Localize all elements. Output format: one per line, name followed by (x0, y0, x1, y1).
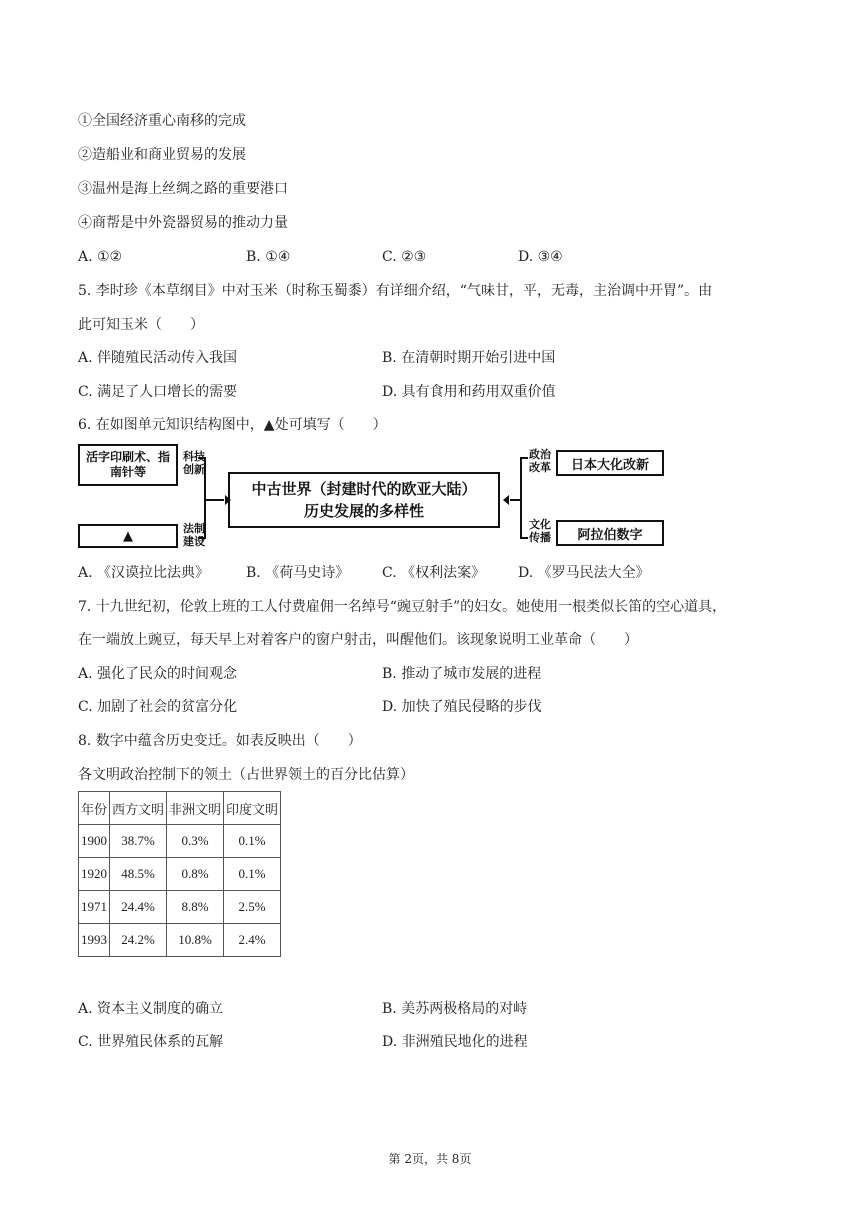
q7-option-d: D. 加快了殖民侵略的步伐 (382, 699, 542, 715)
center-subtitle: 历史发展的多样性 (303, 502, 424, 520)
cell-african: 10.8% (167, 924, 224, 957)
cell-african: 8.8% (167, 891, 224, 924)
cell-western: 24.4% (110, 891, 167, 924)
q6-option-b: B. 《荷马史诗》 (246, 565, 350, 581)
q5-option-c: C. 满足了人口增长的需要 (78, 384, 238, 400)
cell-indian: 0.1% (224, 858, 281, 891)
q6-stem: 6. 在如图单元知识结构图中，▲处可填写（ ） (78, 417, 387, 433)
q5-stem-line1: 5. 李时珍《本草纲目》中对玉米（时称玉蜀黍）有详细介绍，“气味甘，平，无毒，主治调中开胃”。由 (78, 283, 713, 299)
left-top-label: 科技创新 (183, 450, 205, 476)
cell-western: 38.7% (110, 825, 167, 858)
q4-item-3: ③温州是海上丝绸之路的重要港口 (78, 181, 288, 197)
cell-western: 48.5% (110, 858, 167, 891)
center-box (228, 472, 500, 528)
right-bottom-label: 文化传播 (529, 518, 551, 544)
q4-item-2: ②造船业和商业贸易的发展 (78, 147, 246, 163)
q5-option-b: B. 在清朝时期开始引进中国 (382, 350, 556, 366)
knowledge-structure-diagram (78, 444, 668, 554)
q4-option-c: C. ②③ (382, 249, 427, 265)
cell-year: 1920 (79, 858, 110, 891)
q8-option-c: C. 世界殖民体系的瓦解 (78, 1034, 224, 1050)
q5-stem-line2: 此可知玉米（ ） (78, 317, 204, 333)
header-western: 西方文明 (110, 792, 167, 825)
header-african: 非洲文明 (167, 792, 224, 825)
q8-option-a: A. 资本主义制度的确立 (78, 1001, 224, 1017)
q7-option-b: B. 推动了城市发展的进程 (382, 666, 542, 682)
table-row (79, 825, 281, 858)
cell-indian: 0.1% (224, 825, 281, 858)
right-top-box: 日本大化改新 (556, 450, 664, 476)
header-year: 年份 (79, 792, 110, 825)
left-top-box: 活字印刷术、指南针等 (78, 444, 178, 486)
header-indian: 印度文明 (224, 792, 281, 825)
left-bottom-label: 法制建设 (183, 522, 205, 548)
cell-year: 1971 (79, 891, 110, 924)
table-caption: 各文明政治控制下的领土（占世界领土的百分比估算） (78, 767, 414, 783)
q7-stem-line2: 在一端放上豌豆，每天早上对着客户的窗户射击，叫醒他们。该现象说明工业革命（ ） (78, 632, 638, 648)
territory-table (78, 791, 281, 957)
cell-african: 0.8% (167, 858, 224, 891)
q7-option-c: C. 加剧了社会的贫富分化 (78, 699, 238, 715)
cell-western: 24.2% (110, 924, 167, 957)
right-top-label: 政治改革 (529, 448, 551, 474)
q4-option-a: A. ①② (78, 249, 123, 265)
q5-option-a: A. 伴随殖民活动传入我国 (78, 350, 238, 366)
q7-option-a: A. 强化了民众的时间观念 (78, 666, 238, 682)
cell-indian: 2.5% (224, 891, 281, 924)
q4-item-1: ①全国经济重心南移的完成 (78, 113, 246, 129)
q6-option-d: D. 《罗马民法大全》 (518, 565, 650, 581)
page-footer: 第 2页，共 8页 (388, 1152, 472, 1166)
q4-item-4: ④商帮是中外瓷器贸易的推动力量 (78, 215, 288, 231)
table-row (79, 891, 281, 924)
left-bottom-box: ▲ (78, 524, 178, 548)
table-header-row (79, 792, 281, 825)
table-row (79, 924, 281, 957)
q8-option-d: D. 非洲殖民地化的进程 (382, 1034, 528, 1050)
q7-stem-line1: 7. 十九世纪初，伦敦上班的工人付费雇佣一名绰号“豌豆射手”的妇女。她使用一根类似长笛的空心道具， (78, 599, 727, 615)
right-arrowhead (503, 495, 509, 505)
q5-option-d: D. 具有食用和药用双重价值 (382, 384, 556, 400)
q8-option-b: B. 美苏两极格局的对峙 (382, 1001, 528, 1017)
q4-option-b: B. ①④ (246, 249, 291, 265)
cell-year: 1993 (79, 924, 110, 957)
q6-option-c: C. 《权利法案》 (382, 565, 486, 581)
q4-option-d: D. ③④ (518, 249, 563, 265)
q8-stem: 8. 数字中蕴含历史变迁。如表反映出（ ） (78, 733, 362, 749)
right-bottom-box: 阿拉伯数字 (556, 520, 664, 546)
cell-indian: 2.4% (224, 924, 281, 957)
q6-option-a: A. 《汉谟拉比法典》 (78, 565, 210, 581)
table-row (79, 858, 281, 891)
center-title: 中古世界（封建时代的欧亚大陆） (251, 480, 477, 498)
cell-year: 1900 (79, 825, 110, 858)
cell-african: 0.3% (167, 825, 224, 858)
